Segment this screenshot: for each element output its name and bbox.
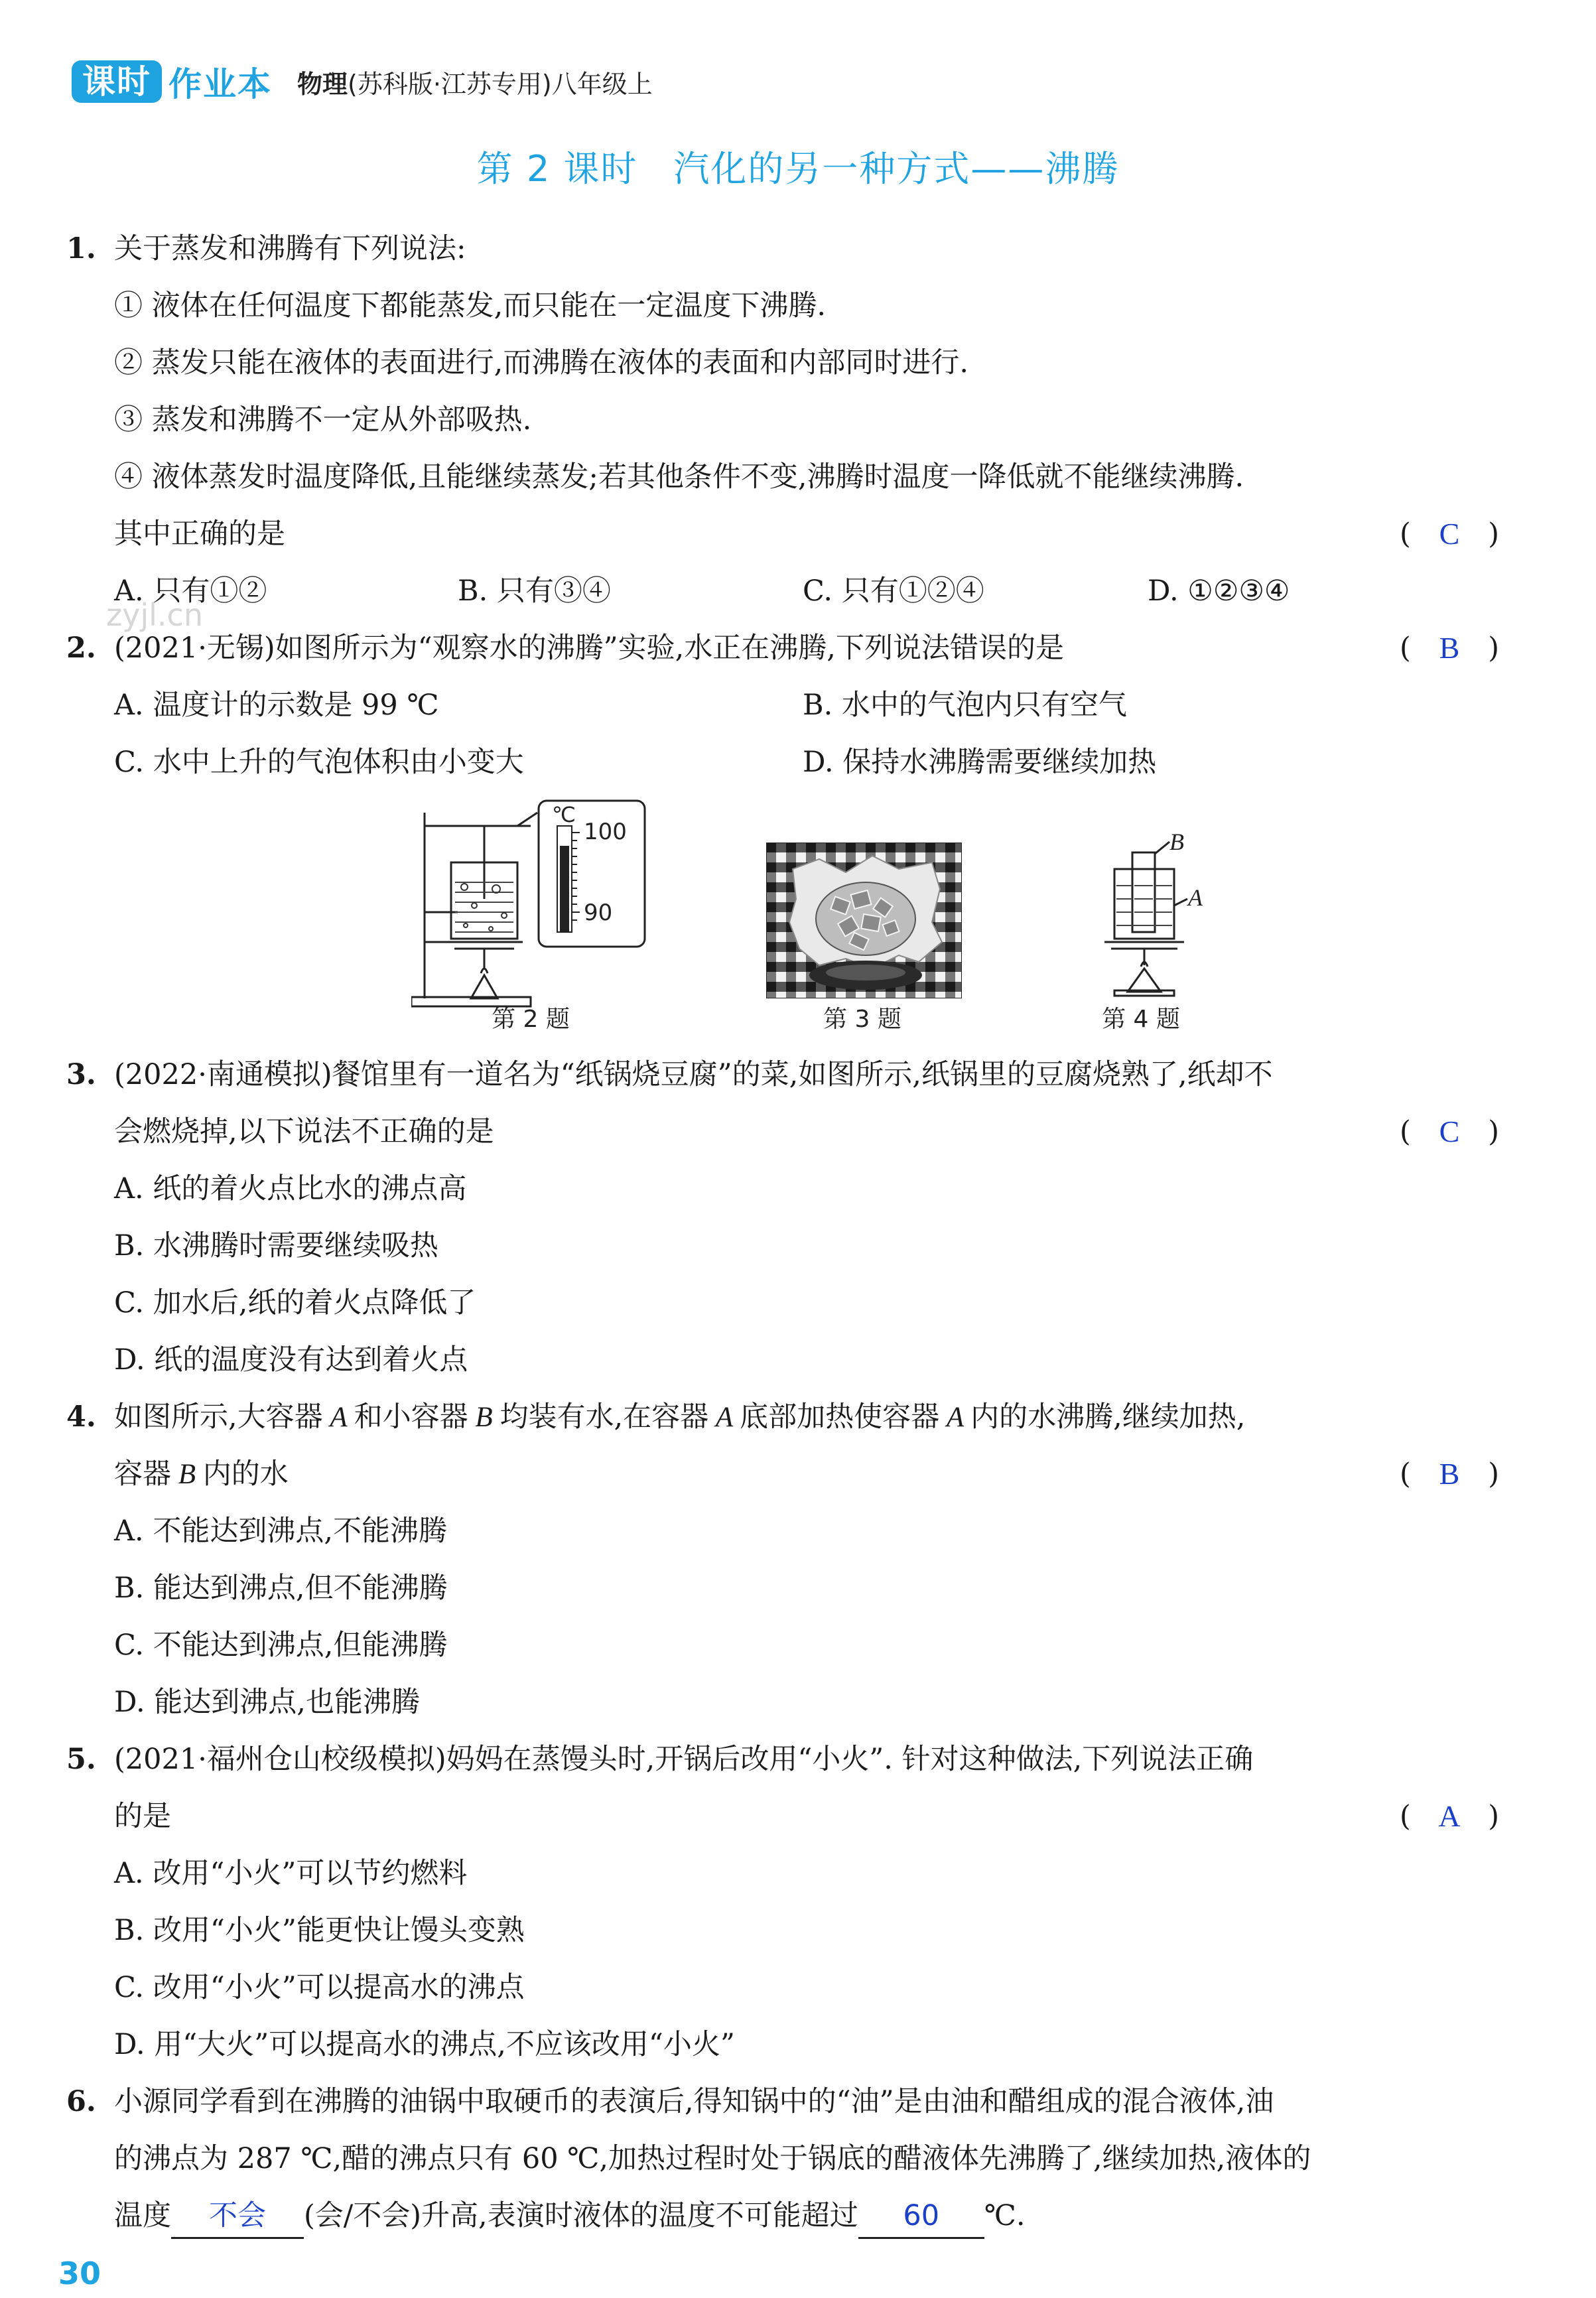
question-stem-line2: 会燃烧掉,以下说法不正确的是 [114, 1115, 494, 1148]
statement-2: ② 蒸发只能在液体的表面进行,而沸腾在液体的表面和内部同时进行. [114, 346, 969, 379]
option-b: B. 只有③④ [458, 574, 611, 608]
option-b: B. 水沸腾时需要继续吸热 [114, 1229, 438, 1262]
question-line3: 温度 不会 (会/不会)升高,表演时液体的温度不可能超过 60 ℃. [114, 2187, 1026, 2244]
question-2 [66, 620, 1499, 791]
statement-1: ① 液体在任何温度下都能蒸发,而只能在一定温度下沸腾. [114, 289, 827, 322]
option-a: A. 不能达到沸点,不能沸腾 [114, 1515, 448, 1548]
page-header [72, 58, 653, 105]
option-d: D. 用“大火”可以提高水的沸点,不应该改用“小火” [114, 2028, 735, 2061]
fill-blank-1[interactable]: 不会 [171, 2195, 304, 2239]
answer-letter: B [1439, 631, 1460, 665]
answer-letter: C [1439, 517, 1460, 551]
answer-bracket: ( A ) [1400, 1788, 1499, 1845]
question-5 [66, 1731, 1499, 2073]
option-a: A. 纸的着火点比水的沸点高 [114, 1172, 467, 1205]
option-d: D. ①②③④ [1148, 574, 1290, 608]
option-c: C. 水中上升的气泡体积由小变大 [114, 746, 524, 779]
question-6 [66, 2073, 1499, 2244]
option-c: C. 不能达到沸点,但能沸腾 [114, 1629, 448, 1662]
page-number: 30 [58, 2256, 101, 2291]
answer-letter: C [1439, 1115, 1460, 1148]
figure-3-caption: 第 3 题 [823, 1006, 901, 1033]
book-subject: 物理 [297, 69, 348, 99]
question-number: 4. [66, 1400, 96, 1434]
lesson-topic: 汽化的另一种方式——沸腾 [673, 148, 1120, 190]
label-container-b: B [1169, 833, 1184, 855]
figure-3-paper-pot-photo [766, 843, 962, 998]
answer-letter: B [1439, 1457, 1460, 1491]
figure-2-caption: 第 2 题 [492, 1006, 570, 1033]
option-b: B. 水中的气泡内只有空气 [803, 689, 1127, 722]
question-3 [66, 1046, 1499, 1388]
lesson-title [0, 141, 1596, 192]
figure-2-thermometer-callout [537, 799, 650, 952]
option-c: C. 改用“小火”可以提高水的沸点 [114, 1971, 525, 2004]
question-stem: (2021·无锡)如图所示为“观察水的沸腾”实验,水正在沸腾,下列说法错误的是 [114, 632, 1064, 665]
answer-bracket: ( B ) [1400, 620, 1499, 677]
question-number: 1. [66, 232, 96, 265]
label-container-a: A [1188, 884, 1203, 911]
answer-letter: A [1438, 1799, 1461, 1833]
option-d: D. 能达到沸点,也能沸腾 [114, 1686, 420, 1719]
question-number: 2. [66, 632, 96, 665]
answer-bracket: ( B ) [1400, 1446, 1499, 1503]
question-stem-line1: (2022·南通模拟)餐馆里有一道名为“纸锅烧豆腐”的菜,如图所示,纸锅里的豆腐烧熟了,纸却不 [114, 1058, 1273, 1091]
thermometer-label-90: 90 [584, 900, 613, 926]
question-stem: 关于蒸发和沸腾有下列说法: [114, 232, 466, 265]
answer-bracket: ( C ) [1400, 506, 1499, 563]
thermometer-unit: ℃ [552, 802, 576, 827]
answer-bracket: ( C ) [1400, 1103, 1499, 1160]
option-c: C. 只有①②④ [803, 574, 984, 608]
question-line1: 小源同学看到在沸腾的油锅中取硬币的表演后,得知锅中的“油”是由油和醋组成的混合液体,油 [114, 2085, 1274, 2118]
thermometer-label-100: 100 [584, 819, 627, 845]
option-c: C. 加水后,纸的着火点降低了 [114, 1286, 476, 1319]
figure-4-containers [1091, 833, 1211, 998]
watermark: zyjl.cn [106, 597, 203, 633]
question-stem-line2: 的是 [114, 1800, 171, 1833]
option-b: B. 改用“小火”能更快让馒头变熟 [114, 1914, 525, 1947]
question-number: 3. [66, 1058, 96, 1091]
statement-4: ④ 液体蒸发时温度降低,且能继续蒸发;若其他条件不变,沸腾时温度一降低就不能继续沸腾. [114, 460, 1244, 494]
lesson-label: 第 2 课时 [476, 148, 638, 190]
option-a: A. 改用“小火”可以节约燃料 [114, 1857, 468, 1890]
question-ask: 其中正确的是 [114, 517, 285, 551]
figure-4-caption: 第 4 题 [1102, 1006, 1180, 1033]
brand-logo-box: 课时 [72, 60, 162, 103]
brand-logo-text: 作业本 [168, 65, 272, 103]
question-number: 6. [66, 2085, 96, 2118]
option-a: A. 温度计的示数是 99 ℃ [114, 689, 439, 722]
book-info [297, 64, 653, 100]
question-line2: 的沸点为 287 ℃,醋的沸点只有 60 ℃,加热过程时处于锅底的醋液体先沸腾了,继续加热,液体的 [114, 2142, 1311, 2175]
option-b: B. 能达到沸点,但不能沸腾 [114, 1572, 448, 1605]
question-number: 5. [66, 1743, 96, 1776]
book-edition: (苏科版·江苏专用)八年级上 [348, 69, 653, 99]
question-4 [66, 1388, 1499, 1731]
option-a: A. 只有①② [114, 574, 267, 608]
question-stem-line1: (2021·福州仓山校级模拟)妈妈在蒸馒头时,开锅后改用“小火”. 针对这种做法,下列说法正确 [114, 1743, 1254, 1776]
option-d: D. 保持水沸腾需要继续加热 [803, 746, 1157, 779]
question-stem-line2: 容器 B 内的水 [114, 1457, 289, 1491]
fill-blank-2[interactable]: 60 [858, 2195, 984, 2239]
question-stem-line1: 如图所示,大容器 A 和小容器 B 均装有水,在容器 A 底部加热使容器 A 内的水沸腾,继续加热, [114, 1400, 1246, 1434]
statement-3: ③ 蒸发和沸腾不一定从外部吸热. [114, 403, 532, 437]
question-1 [66, 220, 1499, 620]
option-d: D. 纸的温度没有达到着火点 [114, 1343, 468, 1377]
